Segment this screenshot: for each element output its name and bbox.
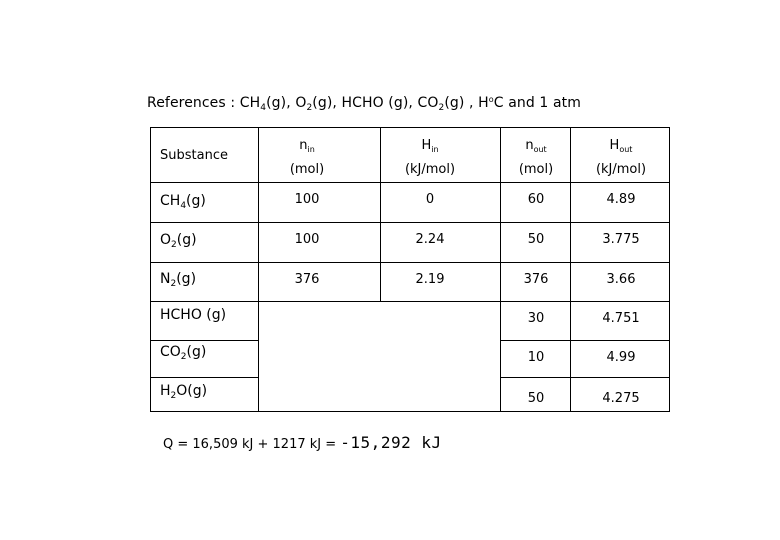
table-rule (150, 411, 670, 412)
equation-result: -15,292 kJ (340, 433, 442, 452)
table-rule (150, 301, 670, 302)
cell-h-out: 3.66 (606, 272, 636, 287)
references-line (147, 95, 581, 113)
cell-h-in: 2.24 (415, 232, 445, 247)
table-rule (500, 340, 670, 341)
degree-mark: o (488, 95, 494, 104)
row-substance: $O_2(g)$ (160, 232, 197, 250)
cell-h-out: 4.275 (602, 391, 640, 406)
table-rule (500, 127, 501, 412)
ref-h2o-temp: $H^oC$ and 1 atm (478, 95, 581, 111)
cell-n-in: 100 (294, 232, 320, 247)
cell-h-in: 0 (425, 192, 435, 207)
cell-n-in: 100 (294, 192, 320, 207)
header-h-out: $H_{out}$ (kJ/mol) (595, 138, 647, 177)
cell-n-out: 50 (527, 232, 545, 247)
header-h-in: $H_{in}$ (kJ/mol) (404, 138, 456, 177)
row-substance: $N_2(g)$ (160, 271, 197, 289)
table-rule (150, 262, 670, 263)
table-rule (669, 127, 670, 412)
table-rule (150, 127, 151, 412)
cell-n-out: 50 (527, 391, 545, 406)
equation-lhs: Q = 16,509 kJ + 1217 kJ = (163, 437, 337, 452)
table-rule (150, 127, 670, 128)
table-rule (150, 222, 670, 223)
cell-h-in: 2.19 (415, 272, 445, 287)
row-substance: HCHO (g) (160, 307, 227, 323)
heat-equation (163, 433, 442, 452)
enthalpy-table (150, 127, 670, 412)
cell-n-out: 376 (523, 272, 549, 287)
row-substance: $CH_4(g)$ (160, 193, 206, 211)
ref-hcho: HCHO (g), (341, 95, 413, 111)
table-rule (150, 340, 258, 341)
header-n-out: $n_{out}$ (mol) (518, 138, 554, 177)
cell-h-out: 4.99 (606, 350, 636, 365)
cell-h-out: 4.89 (606, 192, 636, 207)
ref-ch4: $CH_4(g)$, (239, 95, 291, 113)
table-rule (500, 377, 670, 378)
cell-h-out: 3.775 (602, 232, 640, 247)
cell-n-out: 60 (527, 192, 545, 207)
ref-o2: $O_2(g)$, (295, 95, 337, 113)
table-rule (150, 182, 670, 183)
row-substance: $H_2O(g)$ (160, 383, 208, 401)
table-rule (380, 127, 381, 301)
table-rule (150, 377, 258, 378)
row-substance: $CO_2(g)$ (160, 344, 207, 362)
table-rule (570, 127, 571, 412)
table-rule (258, 127, 259, 412)
header-n-in: $n_{in}$ (mol) (289, 138, 325, 177)
cell-n-out: 10 (527, 350, 545, 365)
header-substance: Substance (160, 148, 228, 163)
cell-n-out: 30 (527, 311, 545, 326)
cell-h-out: 4.751 (602, 311, 640, 326)
references-label: References : (147, 95, 236, 111)
cell-n-in: 376 (294, 272, 320, 287)
ref-co2: $CO_2(g)$ , (417, 95, 474, 113)
